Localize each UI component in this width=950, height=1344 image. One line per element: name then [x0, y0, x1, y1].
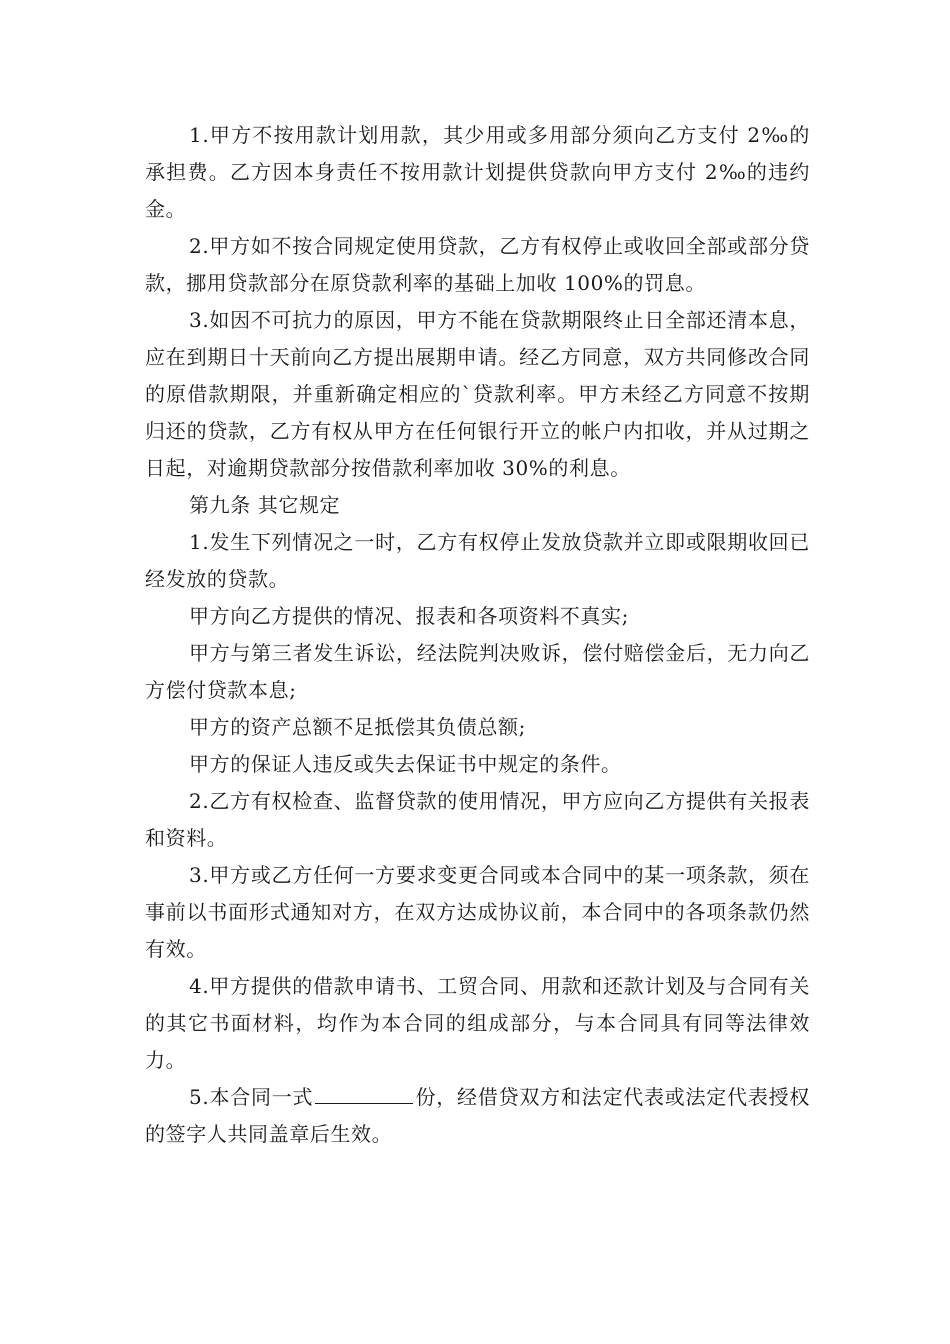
- condition-item: 甲方的保证人违反或失去保证书中规定的条件。: [189, 752, 622, 776]
- article-9-heading: 第九条 其它规定: [189, 493, 341, 517]
- article-9-clause-4: 4.甲方提供的借款申请书、工贸合同、用款和还款计划及与合同有关的其它书面材料，均作为本合同的组成部分，与本合同具有同等法律效力。: [145, 974, 810, 1072]
- condition-item: 甲方向乙方提供的情况、报表和各项资料不真实;: [189, 604, 629, 628]
- clause-5-text-end: 份，经借贷双方和法定代表或法定代表授权的签字人共同盖章后生效。: [145, 1085, 810, 1146]
- article-9-clause-5: [145, 1079, 810, 1153]
- condition-item: 甲方与第三者发生诉讼，经法院判决败诉，偿付赔偿金后，无力向乙方偿付贷款本息;: [145, 641, 810, 702]
- document-body: [145, 117, 810, 1153]
- article-9-clause-2: 2.乙方有权检查、监督贷款的使用情况，甲方应向乙方提供有关报表和资料。: [145, 789, 810, 850]
- clause-5-text-start: 5.本合同一式: [189, 1085, 314, 1109]
- clause-3-paragraph: 3.如因不可抗力的原因，甲方不能在贷款期限终止日全部还清本息，应在到期日十天前向乙方提出展期申请。经乙方同意，双方共同修改合同的原借款期限，并重新确定相应的`贷款利率。甲方未经乙方同意不按期归还的贷款，乙方有权从甲方在任何银行开立的帐户内扣收，并从过期之日起，对逾期贷款部分按借款利率加收 30%的利息。: [145, 308, 810, 480]
- article-9-clause-3: 3.甲方或乙方任何一方要求变更合同或本合同中的某一项条款，须在事前以书面形式通知对方，在双方达成协议前，本合同中的各项条款仍然有效。: [145, 863, 810, 961]
- clause-1-paragraph: 1.甲方不按用款计划用款，其少用或多用部分须向乙方支付 2‰的承担费。乙方因本身责任不按用款计划提供贷款向甲方支付 2‰的违约金。: [145, 123, 810, 221]
- article-9-clause-1: 1.发生下列情况之一时，乙方有权停止发放贷款并立即或限期收回已经发放的贷款。: [145, 530, 810, 591]
- clause-2-paragraph: 2.甲方如不按合同规定使用贷款，乙方有权停止或收回全部或部分贷款，挪用贷款部分在原贷款利率的基础上加收 100%的罚息。: [145, 234, 810, 295]
- condition-item: 甲方的资产总额不足抵偿其负债总额;: [189, 715, 526, 739]
- copies-blank-field: [315, 1081, 413, 1104]
